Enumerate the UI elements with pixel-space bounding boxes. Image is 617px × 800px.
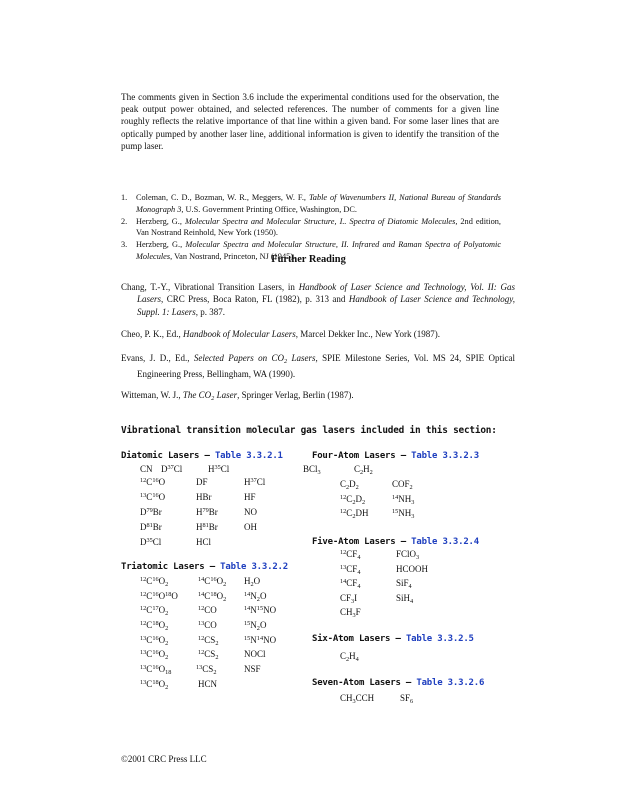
molecule-triatomic: $^{12}C^{16}O^{18}O$ bbox=[140, 591, 178, 601]
reference-publisher: , Van Nostrand, Princeton, NJ (1945). bbox=[170, 251, 296, 261]
five-atom-heading: Five-Atom Lasers – Table 3.3.2.4 bbox=[312, 537, 479, 547]
molecule-five: $^{12}CF_4$ bbox=[340, 549, 361, 561]
six-atom-heading: Six-Atom Lasers – Table 3.3.2.5 bbox=[312, 634, 474, 644]
four-atom-heading: Four-Atom Lasers – Table 3.3.2.3 bbox=[312, 451, 479, 461]
further-reading-heading: Further Reading bbox=[271, 254, 346, 265]
table-link-3-3-2-2[interactable]: Table 3.3.2.2 bbox=[220, 562, 288, 572]
molecule-diatomic: $D^{81}Br$ bbox=[140, 522, 162, 532]
molecule-diatomic: $^{13}C^{16}O$ bbox=[140, 492, 166, 502]
seven-atom-heading: Seven-Atom Lasers – Table 3.3.2.6 bbox=[312, 678, 485, 688]
molecule-diatomic: $D^{79}Br$ bbox=[140, 507, 162, 517]
molecule-five: $^{13}CF_4$ bbox=[340, 564, 361, 576]
molecule-diatomic: $^{12}C^{16}O$ bbox=[140, 477, 166, 487]
intro-text: The comments given in Section 3.6 include the experimental conditions used for the observation, the peak output power obtained, and selected references. The number of comments for a given line roughly reflects the relative importance of that line within a given band. For some laser lines that are optically pumped by another laser line, additional information is given to identify the transition of the pump laser. bbox=[121, 92, 499, 151]
further-reading-chang: Chang, T.-Y., Vibrational Transition Lasers, in Handbook of Laser Science and Technology, Vol. II: Gas Lasers, CRC Press, Boca Raton, FL (1982), p. 313 and Handbook of Laser Science and Technology, Suppl. 1: Lasers, p. 387. bbox=[121, 282, 516, 317]
molecule-four: $COF_2$ bbox=[392, 479, 413, 491]
molecule-four: $C_2D_2$ bbox=[340, 479, 359, 491]
molecule-five: $CF_3I$ bbox=[340, 593, 358, 605]
reference-title: Molecular Spectra and Molecular Structure, I.. Spectra of Diatomic Molecules bbox=[184, 216, 456, 226]
table-link-3-3-2-5[interactable]: Table 3.3.2.5 bbox=[405, 634, 474, 644]
molecule-five: SiH$_4$ bbox=[396, 593, 414, 605]
molecule-four: $^{14}NH_3$ bbox=[392, 494, 415, 506]
molecule-diatomic: $H^{81}Br$ bbox=[196, 522, 218, 532]
table-link-3-3-2-1[interactable]: Table 3.3.2.1 bbox=[214, 451, 283, 461]
molecule-diatomic: $H^{37}Cl$ bbox=[244, 477, 266, 487]
further-reading-evans: Evans, J. D., Ed., Selected Papers on $CO_2$ Lasers, SPIE Milestone Series, Vol. MS 24, SPIE Optical Engineering Press, Bellingham, WA (1990). bbox=[121, 353, 516, 380]
molecule-seven: $SF_6$ bbox=[400, 693, 414, 705]
molecule-triatomic: $^{13}C^{16}O_2$ bbox=[140, 649, 169, 661]
molecule-triatomic: NOCl bbox=[244, 649, 266, 659]
molecule-triatomic: $^{12}C^{16}O_2$ bbox=[140, 576, 169, 588]
molecule-four: $^{12}C_2D_2$ bbox=[340, 494, 366, 506]
molecule-diatomic: HCl bbox=[196, 537, 212, 547]
reference-authors: Coleman, C. D., Bozman, W. R., Meggers, W. F., bbox=[136, 193, 309, 202]
molecule-triatomic: $^{12}CS_2$ bbox=[198, 649, 219, 661]
reference-list bbox=[121, 192, 501, 263]
molecule-triatomic: $^{13}C^{16}O_2$ bbox=[140, 635, 169, 647]
reference-title: Table of Wavenumbers II, National Bureau of Standards Monograph 3 bbox=[136, 193, 501, 214]
molecule-triatomic: NSF bbox=[244, 664, 261, 674]
reference-authors: Herzberg, G., bbox=[136, 240, 186, 250]
molecule-triatomic: $^{13}C^{18}O_2$ bbox=[140, 679, 169, 691]
molecule-diatomic: $H^{79}Br$ bbox=[196, 507, 218, 517]
molecule-triatomic: $^{13}C^{16}O_{18}$ bbox=[140, 664, 172, 676]
molecule-diatomic: $H^{35}Cl$ bbox=[208, 464, 230, 474]
table-link-3-3-2-4[interactable]: Table 3.3.2.4 bbox=[411, 537, 479, 547]
molecule-triatomic: $^{14}C^{18}O_2$ bbox=[198, 591, 227, 603]
molecule-four: $^{12}C_2DH$ bbox=[340, 508, 369, 520]
molecule-diatomic: NO bbox=[244, 507, 257, 517]
molecule-five: FClO$_3$ bbox=[396, 549, 420, 561]
molecule-triatomic: $^{12}C^{17}O_2$ bbox=[140, 605, 169, 617]
reference-number: 2. bbox=[121, 216, 128, 226]
molecule-triatomic: HCN bbox=[198, 679, 218, 689]
molecule-five: $^{14}CF_4$ bbox=[340, 578, 361, 590]
molecule-triatomic: $^{14}C^{16}O_2$ bbox=[198, 576, 227, 588]
molecule-diatomic: HF bbox=[244, 492, 256, 502]
molecule-triatomic: $^{15}N_2O$ bbox=[244, 620, 267, 632]
molecule-triatomic: $^{12}CS_2$ bbox=[198, 635, 219, 647]
further-reading-cheo: Cheo, P. K., Ed., Handbook of Molecular Lasers, Marcel Dekker Inc., New York (1987). bbox=[121, 329, 440, 339]
table-link-3-3-2-3[interactable]: Table 3.3.2.3 bbox=[411, 451, 479, 461]
molecule-diatomic: CN bbox=[140, 464, 153, 474]
molecule-four: BCl$_3$ bbox=[303, 464, 321, 476]
molecule-triatomic: $^{12}$CO bbox=[198, 605, 217, 615]
intro-paragraph bbox=[121, 91, 499, 152]
reference-authors: Herzberg, G., bbox=[136, 216, 185, 226]
molecule-diatomic: $D^{35}Cl$ bbox=[140, 537, 162, 547]
table-link-3-3-2-6[interactable]: Table 3.3.2.6 bbox=[416, 678, 485, 688]
molecule-four: $^{15}NH_3$ bbox=[392, 508, 415, 520]
molecule-triatomic: $^{12}C^{18}O_2$ bbox=[140, 620, 169, 632]
molecule-triatomic: $^{14}N_2O$ bbox=[244, 591, 267, 603]
reference-number: 3. bbox=[121, 240, 128, 250]
reference-publisher: , U.S. Government Printing Office, Washington, DC. bbox=[181, 204, 357, 214]
molecule-five: $CH_3F$ bbox=[340, 607, 361, 619]
molecule-diatomic: OH bbox=[244, 522, 257, 532]
molecule-diatomic: HBr bbox=[196, 492, 212, 502]
molecule-triatomic: $^{15}N^{14}NO$ bbox=[244, 635, 277, 645]
molecule-triatomic: $^{13}$CO bbox=[198, 620, 217, 630]
copyright-footer: ©2001 CRC Press LLC bbox=[121, 754, 207, 764]
molecule-six: $C_2H_4$ bbox=[340, 651, 359, 663]
molecule-four: $C_2H_2$ bbox=[354, 464, 373, 476]
reference-item bbox=[121, 216, 501, 240]
reference-item bbox=[121, 192, 501, 216]
further-reading-witteman: Witteman, W. J., The $CO_2$ Laser, Springer Verlag, Berlin (1987). bbox=[121, 390, 354, 402]
triatomic-heading: Triatomic Lasers – Table 3.3.2.2 bbox=[121, 562, 288, 572]
section-title: Vibrational transition molecular gas lasers included in this section: bbox=[121, 425, 497, 436]
reference-number: 1. bbox=[121, 193, 128, 202]
molecule-five: SiF$_4$ bbox=[396, 578, 412, 590]
reference-publisher: , 2nd edition, Van Nostrand Reinhold, New York (1950). bbox=[136, 216, 501, 238]
molecule-five: HCOOH bbox=[396, 564, 429, 574]
diatomic-heading: Diatomic Lasers – Table 3.3.2.1 bbox=[121, 451, 283, 461]
molecule-diatomic: $D^{37}Cl$ bbox=[161, 464, 183, 474]
molecule-seven: $CH_3CCH$ bbox=[340, 693, 375, 705]
molecule-triatomic: $^{13}CS_2$ bbox=[196, 664, 217, 676]
reference-title: Molecular Spectra and Molecular Structure, II. Infrared and Raman Spectra of Polyatomic Molecules bbox=[136, 240, 502, 261]
molecule-diatomic: DF bbox=[196, 477, 208, 487]
molecule-triatomic: $H_2O$ bbox=[244, 576, 261, 588]
molecule-triatomic: $^{14}N^{15}NO$ bbox=[244, 605, 277, 615]
